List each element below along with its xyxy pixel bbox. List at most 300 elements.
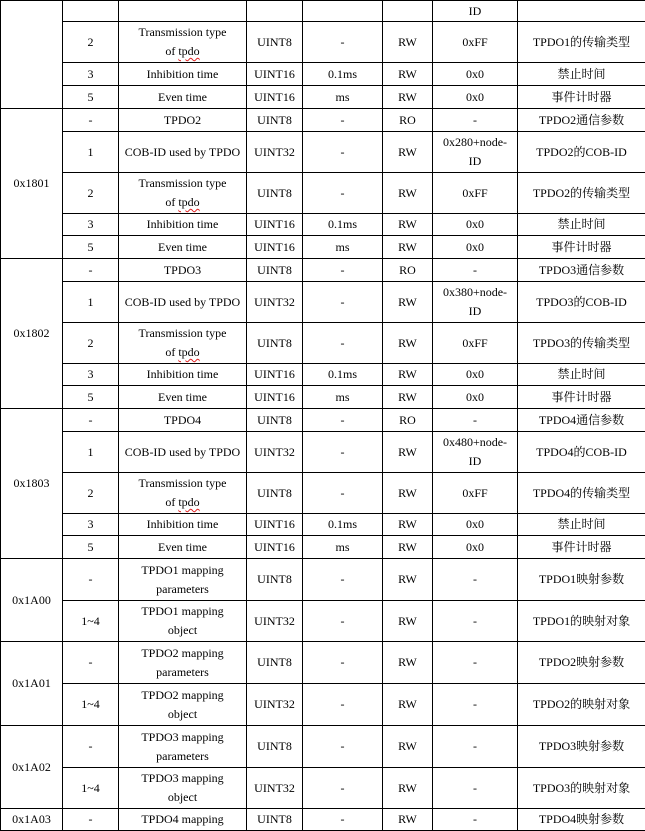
name-cell: [119, 514, 247, 536]
name-line: [120, 343, 245, 362]
index-cell: 0x1A00: [1, 559, 63, 642]
name-cell: [119, 1, 247, 22]
unit-cell: ms: [303, 386, 383, 409]
unit-cell: -: [303, 559, 383, 601]
access-cell: RW: [383, 173, 433, 214]
datatype-cell: UINT16: [247, 536, 303, 559]
default-value: 0x280+node-ID: [442, 135, 508, 168]
name-line: [120, 443, 245, 462]
name-text: TPDO2: [163, 112, 202, 127]
name-line: [120, 663, 245, 682]
unit-cell: -: [303, 409, 383, 432]
default-cell: [433, 282, 518, 323]
default-cell: [433, 173, 518, 214]
name-text: parameters: [156, 664, 209, 679]
name-line: [120, 515, 245, 534]
name-cell: [119, 86, 247, 109]
default-value: ID: [468, 3, 482, 18]
name-cell: [119, 684, 247, 726]
unit-cell: -: [303, 473, 383, 514]
unit-cell: ms: [303, 536, 383, 559]
default-value: -: [473, 655, 477, 670]
default-value: 0x0: [466, 389, 484, 404]
index-cell: [1, 1, 63, 109]
datatype-cell: UINT8: [247, 409, 303, 432]
default-cell: [433, 86, 518, 109]
default-cell: [433, 386, 518, 409]
name-cell: [119, 726, 247, 768]
default-value: 0xFF: [462, 485, 488, 500]
name-line: [120, 215, 245, 234]
datatype-cell: UINT32: [247, 601, 303, 642]
datatype-cell: UINT8: [247, 173, 303, 214]
name-text: Transmission type: [138, 476, 227, 490]
access-cell: RO: [383, 409, 433, 432]
description-cell: TPDO3的传输类型: [518, 323, 645, 364]
access-cell: RW: [383, 536, 433, 559]
table-row: [1, 282, 645, 323]
unit-cell: -: [303, 726, 383, 768]
table-row: [1, 364, 645, 386]
unit-cell: -: [303, 642, 383, 684]
unit-cell: ms: [303, 86, 383, 109]
index-cell: 0x1803: [1, 409, 63, 559]
name-line: [120, 493, 245, 512]
subindex-cell: 1~4: [63, 684, 119, 726]
unit-cell: -: [303, 282, 383, 323]
default-value: 0x480+node-ID: [442, 435, 508, 468]
table-row: [1, 601, 645, 642]
table-row: [1, 63, 645, 86]
default-value: -: [473, 112, 477, 127]
table-row: [1, 109, 645, 132]
misspelled-word: tpdo: [178, 44, 200, 58]
index-cell: 0x1802: [1, 259, 63, 409]
name-cell: [119, 473, 247, 514]
name-line: [120, 293, 245, 312]
name-line: [120, 42, 245, 61]
datatype-cell: UINT16: [247, 514, 303, 536]
description-cell: 事件计时器: [518, 536, 645, 559]
subindex-cell: -: [63, 642, 119, 684]
name-line: [120, 561, 245, 580]
description-cell: 禁止时间: [518, 214, 645, 236]
name-text: TPDO3: [163, 262, 202, 277]
unit-cell: 0.1ms: [303, 63, 383, 86]
name-text: TPDO1 mapping: [141, 604, 224, 618]
datatype-cell: UINT16: [247, 86, 303, 109]
name-line: [120, 261, 245, 280]
name-text: Inhibition time: [146, 217, 219, 231]
name-line: [120, 602, 245, 621]
table-body: [1, 1, 645, 831]
default-value: 0x0: [466, 539, 484, 554]
description-cell: TPDO2的COB-ID: [518, 132, 645, 173]
datatype-cell: UINT16: [247, 386, 303, 409]
default-cell: [433, 536, 518, 559]
default-cell: [433, 409, 518, 432]
default-value: -: [473, 697, 477, 712]
name-line: [120, 174, 245, 193]
datatype-cell: [247, 1, 303, 22]
description-cell: TPDO3的映射对象: [518, 768, 645, 809]
default-cell: [433, 768, 518, 809]
description-cell: TPDO1的映射对象: [518, 601, 645, 642]
name-cell: [119, 236, 247, 259]
name-cell: [119, 642, 247, 684]
description-cell: 事件计时器: [518, 386, 645, 409]
name-text: COB-ID used by TPDO: [124, 444, 241, 459]
unit-cell: 0.1ms: [303, 214, 383, 236]
unit-cell: -: [303, 432, 383, 473]
description-cell: 禁止时间: [518, 514, 645, 536]
access-cell: RW: [383, 601, 433, 642]
datatype-cell: UINT8: [247, 642, 303, 684]
subindex-cell: 2: [63, 22, 119, 63]
default-value: 0xFF: [462, 34, 488, 49]
name-line: [120, 143, 245, 162]
access-cell: RW: [383, 432, 433, 473]
subindex-cell: 2: [63, 173, 119, 214]
default-cell: [433, 726, 518, 768]
default-value: 0x0: [466, 217, 484, 232]
unit-cell: 0.1ms: [303, 514, 383, 536]
name-line: [120, 769, 245, 788]
name-cell: [119, 601, 247, 642]
name-cell: [119, 536, 247, 559]
table-row: [1, 259, 645, 282]
subindex-cell: 5: [63, 386, 119, 409]
default-value: -: [473, 412, 477, 427]
name-text: object: [167, 623, 198, 637]
description-cell: TPDO2通信参数: [518, 109, 645, 132]
name-cell: [119, 282, 247, 323]
name-text: TPDO3 mapping: [141, 729, 224, 744]
datatype-cell: UINT16: [247, 214, 303, 236]
table-row: [1, 1, 645, 22]
name-text: TPDO2 mapping: [141, 645, 224, 660]
index-cell: 0x1A02: [1, 726, 63, 809]
subindex-cell: 1: [63, 132, 119, 173]
access-cell: RW: [383, 63, 433, 86]
datatype-cell: UINT8: [247, 323, 303, 364]
misspelled-word: tpdo: [178, 345, 200, 359]
unit-cell: -: [303, 323, 383, 364]
table-row: [1, 559, 645, 601]
default-cell: [433, 323, 518, 364]
name-cell: [119, 559, 247, 601]
table-row: [1, 173, 645, 214]
default-value: -: [473, 812, 477, 827]
subindex-cell: -: [63, 409, 119, 432]
subindex-cell: 3: [63, 63, 119, 86]
table-row: [1, 473, 645, 514]
subindex-cell: -: [63, 259, 119, 282]
access-cell: RO: [383, 109, 433, 132]
name-line: [120, 580, 245, 599]
index-cell: 0x1A03: [1, 809, 63, 831]
name-cell: [119, 63, 247, 86]
name-line: [120, 621, 245, 640]
name-text: Even time: [158, 539, 207, 554]
description-cell: [518, 1, 645, 22]
index-cell: 0x1801: [1, 109, 63, 259]
datatype-cell: UINT32: [247, 282, 303, 323]
description-cell: 事件计时器: [518, 86, 645, 109]
name-line: [120, 411, 245, 430]
access-cell: RW: [383, 514, 433, 536]
name-text: of: [165, 195, 179, 209]
table-row: [1, 214, 645, 236]
subindex-cell: 1~4: [63, 768, 119, 809]
description-cell: TPDO4通信参数: [518, 409, 645, 432]
unit-cell: -: [303, 809, 383, 831]
access-cell: RW: [383, 559, 433, 601]
description-cell: TPDO3映射参数: [518, 726, 645, 768]
access-cell: RW: [383, 726, 433, 768]
datatype-cell: UINT8: [247, 559, 303, 601]
name-line: [120, 728, 245, 747]
name-cell: [119, 432, 247, 473]
datatype-cell: UINT8: [247, 22, 303, 63]
datatype-cell: UINT8: [247, 109, 303, 132]
table-row: [1, 536, 645, 559]
name-text: of: [165, 44, 179, 58]
datatype-cell: UINT32: [247, 432, 303, 473]
description-cell: TPDO2映射参数: [518, 642, 645, 684]
default-cell: [433, 432, 518, 473]
name-cell: [119, 409, 247, 432]
default-cell: [433, 63, 518, 86]
name-text: object: [167, 790, 198, 804]
name-text: Inhibition time: [146, 517, 219, 531]
default-cell: [433, 601, 518, 642]
default-value: 0x0: [466, 367, 484, 382]
unit-cell: -: [303, 259, 383, 282]
access-cell: RW: [383, 364, 433, 386]
name-cell: [119, 214, 247, 236]
name-text: of: [165, 345, 179, 359]
unit-cell: -: [303, 173, 383, 214]
description-cell: TPDO4映射参数: [518, 809, 645, 831]
name-cell: [119, 768, 247, 809]
default-value: 0xFF: [462, 335, 488, 350]
unit-cell: -: [303, 684, 383, 726]
table-row: [1, 86, 645, 109]
subindex-cell: [63, 1, 119, 22]
subindex-cell: 5: [63, 536, 119, 559]
name-cell: [119, 386, 247, 409]
name-line: [120, 111, 245, 130]
table-row: [1, 514, 645, 536]
subindex-cell: -: [63, 559, 119, 601]
default-cell: [433, 236, 518, 259]
access-cell: RW: [383, 236, 433, 259]
unit-cell: -: [303, 22, 383, 63]
name-text: Transmission type: [138, 25, 227, 39]
table-row: [1, 642, 645, 684]
datatype-cell: UINT8: [247, 809, 303, 831]
default-cell: [433, 259, 518, 282]
datatype-cell: UINT8: [247, 726, 303, 768]
default-cell: [433, 684, 518, 726]
default-cell: [433, 132, 518, 173]
unit-cell: [303, 1, 383, 22]
name-cell: [119, 132, 247, 173]
default-value: 0x0: [466, 239, 484, 254]
access-cell: RW: [383, 684, 433, 726]
table-row: [1, 768, 645, 809]
name-cell: [119, 22, 247, 63]
table-row: [1, 409, 645, 432]
name-text: TPDO2 mapping: [141, 687, 224, 702]
subindex-cell: 1: [63, 432, 119, 473]
name-text: COB-ID used by TPDO: [124, 294, 241, 309]
datatype-cell: UINT16: [247, 63, 303, 86]
table-row: [1, 22, 645, 63]
name-text: TPDO4 mapping: [141, 812, 224, 826]
description-cell: 禁止时间: [518, 364, 645, 386]
table-row: [1, 432, 645, 473]
access-cell: RW: [383, 809, 433, 831]
default-cell: [433, 22, 518, 63]
table-row: [1, 809, 645, 831]
subindex-cell: 2: [63, 323, 119, 364]
subindex-cell: -: [63, 109, 119, 132]
name-text: Transmission type: [138, 326, 227, 340]
access-cell: RW: [383, 132, 433, 173]
description-cell: TPDO1映射参数: [518, 559, 645, 601]
default-value: -: [473, 780, 477, 795]
table-row: [1, 132, 645, 173]
access-cell: RW: [383, 86, 433, 109]
name-line: [120, 474, 245, 493]
subindex-cell: 2: [63, 473, 119, 514]
description-cell: TPDO3的COB-ID: [518, 282, 645, 323]
access-cell: RW: [383, 768, 433, 809]
access-cell: RW: [383, 642, 433, 684]
access-cell: RW: [383, 386, 433, 409]
name-text: TPDO4: [163, 412, 202, 427]
subindex-cell: 1: [63, 282, 119, 323]
name-line: [120, 365, 245, 384]
name-text: Transmission type: [138, 176, 227, 190]
default-value: 0x0: [466, 517, 484, 532]
name-text: object: [167, 706, 198, 721]
access-cell: [383, 1, 433, 22]
name-line: [120, 193, 245, 212]
default-value: -: [473, 739, 477, 754]
access-cell: RW: [383, 282, 433, 323]
unit-cell: -: [303, 109, 383, 132]
name-line: [120, 644, 245, 663]
datatype-cell: UINT16: [247, 236, 303, 259]
datatype-cell: UINT32: [247, 132, 303, 173]
name-line: [120, 686, 245, 705]
name-cell: [119, 323, 247, 364]
subindex-cell: 3: [63, 364, 119, 386]
name-cell: [119, 173, 247, 214]
default-value: 0xFF: [462, 185, 488, 200]
name-text: COB-ID used by TPDO: [124, 144, 241, 159]
default-cell: [433, 473, 518, 514]
table-row: [1, 236, 645, 259]
datatype-cell: UINT8: [247, 259, 303, 282]
table-row: [1, 726, 645, 768]
access-cell: RW: [383, 22, 433, 63]
default-value: 0x0: [466, 66, 484, 81]
datatype-cell: UINT8: [247, 473, 303, 514]
description-cell: TPDO2的映射对象: [518, 684, 645, 726]
name-text: Even time: [158, 89, 207, 104]
default-value: -: [473, 613, 477, 628]
name-line: [120, 788, 245, 807]
description-cell: TPDO4的传输类型: [518, 473, 645, 514]
name-line: [120, 324, 245, 343]
name-line: [120, 705, 245, 724]
name-line: [120, 23, 245, 42]
name-line: [120, 65, 245, 84]
subindex-cell: 3: [63, 514, 119, 536]
unit-cell: -: [303, 601, 383, 642]
default-cell: [433, 809, 518, 831]
name-line: [120, 810, 245, 829]
unit-cell: 0.1ms: [303, 364, 383, 386]
misspelled-word: tpdo: [178, 195, 200, 209]
subindex-cell: 3: [63, 214, 119, 236]
name-text: TPDO3 mapping: [141, 771, 224, 785]
default-cell: [433, 109, 518, 132]
description-cell: 禁止时间: [518, 63, 645, 86]
name-cell: [119, 809, 247, 831]
default-value: 0x380+node-ID: [442, 285, 508, 318]
name-line: [120, 747, 245, 766]
name-text: Inhibition time: [146, 66, 219, 81]
name-text: of: [165, 495, 179, 509]
name-text: TPDO1 mapping: [141, 562, 224, 577]
description-cell: TPDO2的传输类型: [518, 173, 645, 214]
datatype-cell: UINT32: [247, 768, 303, 809]
access-cell: RW: [383, 323, 433, 364]
access-cell: RW: [383, 214, 433, 236]
name-line: [120, 238, 245, 257]
subindex-cell: 5: [63, 236, 119, 259]
description-cell: TPDO4的COB-ID: [518, 432, 645, 473]
table-row: [1, 386, 645, 409]
unit-cell: -: [303, 132, 383, 173]
datatype-cell: UINT16: [247, 364, 303, 386]
default-value: -: [473, 572, 477, 587]
subindex-cell: -: [63, 726, 119, 768]
subindex-cell: 5: [63, 86, 119, 109]
default-cell: [433, 214, 518, 236]
default-cell: [433, 642, 518, 684]
default-value: -: [473, 262, 477, 277]
access-cell: RW: [383, 473, 433, 514]
default-cell: [433, 514, 518, 536]
name-cell: [119, 109, 247, 132]
name-text: Inhibition time: [146, 367, 219, 381]
name-cell: [119, 364, 247, 386]
description-cell: TPDO1的传输类型: [518, 22, 645, 63]
table-row: [1, 323, 645, 364]
default-cell: [433, 1, 518, 22]
default-cell: [433, 559, 518, 601]
subindex-cell: 1~4: [63, 601, 119, 642]
name-line: [120, 538, 245, 557]
name-cell: [119, 259, 247, 282]
index-cell: 0x1A01: [1, 642, 63, 726]
